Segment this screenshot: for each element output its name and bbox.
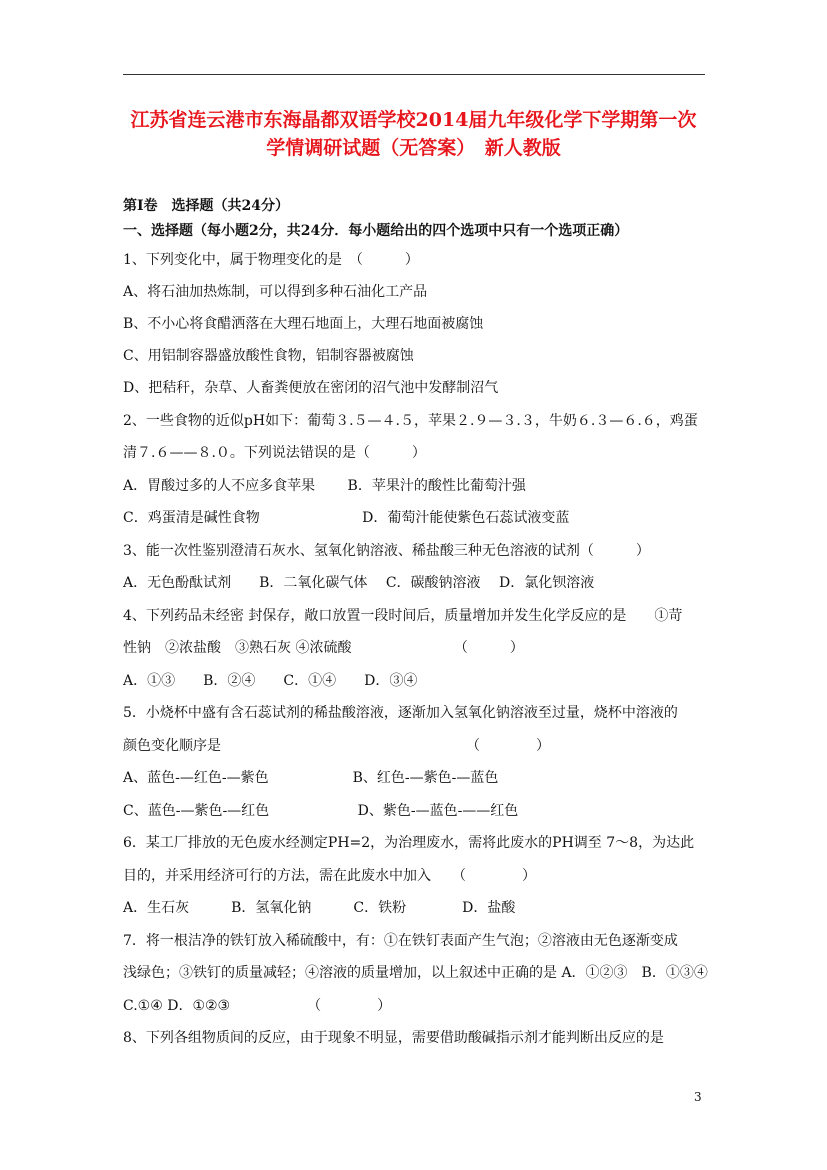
question-7: 7．将一根洁净的铁钉放入稀硫酸中，有：①在铁钉表面产生气泡；②溶液由无色逐渐变成 <box>123 933 678 949</box>
question-8: 8、下列各组物质间的反应，由于现象不明显，需要借助酸碱指示剂才能判断出反应的是 <box>123 1030 664 1046</box>
section-instructions: 一、选择题（每小题2分，共24分．每小题给出的四个选项中只有一个选项正确） <box>123 223 629 239</box>
question-2-options-ab: A．胃酸过多的人不应多食苹果 B．苹果汁的酸性比葡萄汁强 <box>123 478 526 494</box>
question-6: 6．某工厂排放的无色废水经测定PH=2，为治理废水，需将此废水的PH调至 7～8，为达此 <box>123 835 695 851</box>
question-7-options: C.①④ D．①②③ （ ） <box>123 998 392 1014</box>
page-number: 3 <box>694 1090 702 1104</box>
question-5-cont: 颜色变化顺序是 （ ） <box>123 738 550 754</box>
question-1: 1、下列变化中，属于物理变化的是 （ ） <box>123 252 419 268</box>
question-5-options-cd: C、蓝色-—紫色-—红色 D、紫色-—蓝色-——红色 <box>123 803 519 819</box>
question-2: 2、一些食物的近似pH如下：葡萄３.５—４.５，苹果２.９—３.３，牛奶６.３—６.６，鸡蛋 <box>123 413 698 429</box>
header-rule <box>123 74 705 75</box>
question-5: 5．小烧杯中盛有含石蕊试剂的稀盐酸溶液，逐渐加入氢氧化钠溶液至过量，烧杯中溶液的 <box>123 705 678 721</box>
question-6-cont: 目的，并采用经济可行的方法，需在此废水中加入 （ ） <box>123 868 536 884</box>
question-1-option-d: D、把秸秆，杂草、人畜粪便放在密闭的沼气池中发酵制沼气 <box>123 380 499 396</box>
question-3-options: A．无色酚酞试剂 B．二氧化碳气体 C．碳酸钠溶液 D．氯化钡溶液 <box>123 575 595 591</box>
question-1-option-b: B、不小心将食醋洒落在大理石地面上，大理石地面被腐蚀 <box>123 316 484 332</box>
question-6-options: A．生石灰 B．氢氧化钠 C．铁粉 D．盐酸 <box>123 900 516 916</box>
document-title-line-1: 江苏省连云港市东海晶都双语学校2014届九年级化学下学期第一次 <box>130 109 697 131</box>
section-heading: 第Ⅰ卷 选择题（共24分） <box>123 198 290 214</box>
document-title-line-2: 学情调研试题（无答案） 新人教版 <box>266 137 561 159</box>
question-7-cont: 浅绿色；③铁钉的质量减轻；④溶液的质量增加，以上叙述中正确的是 A．①②③ B．①③④ <box>123 965 708 981</box>
question-4: 4、下列药品未经密 封保存，敞口放置一段时间后，质量增加并发生化学反应的是 ①苛 <box>123 608 683 624</box>
question-3: 3、能一次性鉴别澄清石灰水、氢氧化钠溶液、稀盐酸三种无色溶液的试剂（ ） <box>123 543 650 559</box>
question-5-options-ab: A、蓝色-—红色-—紫色 B、红色-—紫色-—蓝色 <box>123 770 499 786</box>
question-4-cont: 性钠 ②浓盐酸 ③熟石灰 ④浓硫酸 （ ） <box>123 640 524 656</box>
question-4-options: A．①③ B．②④ C．①④ D．③④ <box>123 673 418 689</box>
question-2-options-cd: C．鸡蛋清是碱性食物 D．葡萄汁能使紫色石蕊试液变蓝 <box>123 510 570 526</box>
question-2-cont: 清７.６——８.０。下列说法错误的是（ ） <box>123 445 426 461</box>
question-1-option-c: C、用铝制容器盛放酸性食物，铝制容器被腐蚀 <box>123 348 414 364</box>
question-1-option-a: A、将石油加热炼制，可以得到多种石油化工产品 <box>123 284 428 300</box>
